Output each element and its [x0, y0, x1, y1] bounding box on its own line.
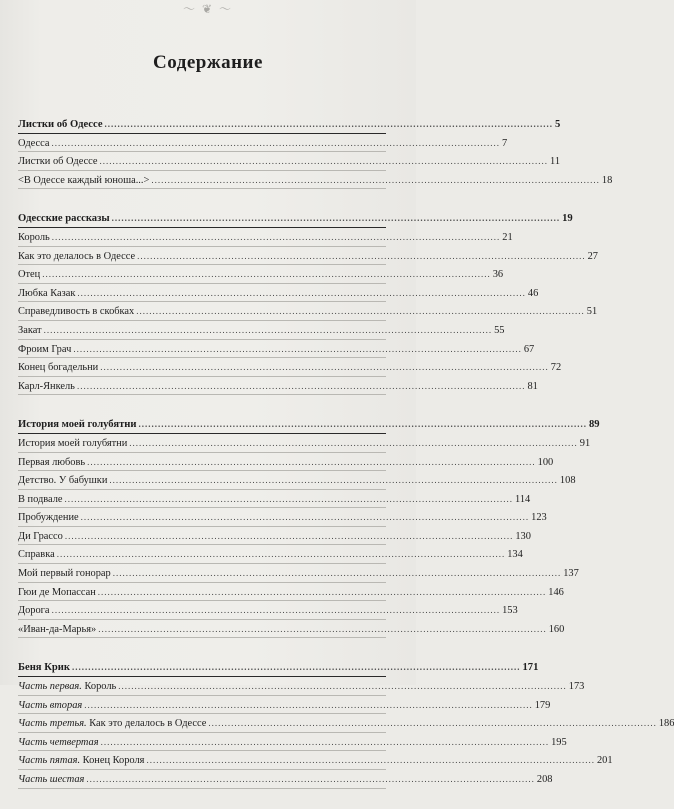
toc-entry: [18, 377, 538, 396]
toc-entry: [18, 601, 518, 620]
toc-part-label: Часть вторая: [18, 699, 83, 711]
toc-part-label: Часть четвертая: [18, 736, 99, 748]
leader-dots: ..........................................................................................................................................: [51, 137, 500, 148]
toc-section: [18, 658, 674, 788]
toc-entry-label: Король: [18, 231, 50, 243]
leader-dots: ..........................................................................................................................................: [151, 174, 600, 185]
leader-dots: ..........................................................................................................................................: [99, 156, 549, 167]
leader-dots: ..........................................................................................................................................: [73, 343, 522, 354]
toc-part-title: Король: [81, 681, 117, 693]
toc-page-number: 100: [537, 456, 554, 468]
toc-page-number: 208: [536, 774, 553, 785]
leader-dots: ..........................................................................................................................................: [104, 119, 554, 129]
toc-entry: [18, 733, 567, 752]
toc-page-number: 7: [502, 137, 508, 149]
page-title: Содержание: [153, 52, 263, 73]
toc-entry: [18, 696, 551, 715]
toc-entry-label: Мой первый гонорар: [18, 568, 111, 580]
leader-dots: ..........................................................................................................................................: [136, 306, 585, 317]
leader-dots: ..........................................................................................................................................: [76, 380, 526, 391]
toc-entry-label-wrap: [18, 771, 84, 790]
toc-page-number: 81: [527, 380, 538, 392]
leader-dots: ..........................................................................................................................................: [71, 662, 521, 673]
leader-dots: ..........................................................................................................................................: [138, 419, 587, 430]
leader-dots: ..........................................................................................................................................: [77, 287, 526, 298]
toc-entry-label: Справка: [18, 549, 55, 561]
leader-dots: ..........................................................................................................................................: [146, 755, 595, 766]
toc-entry-label: Карл-Янкель: [18, 380, 75, 392]
leader-dots: ..........................................................................................................................................: [208, 718, 657, 729]
toc-entry-label: Пробуждение: [18, 512, 79, 524]
toc-section-heading: [18, 115, 561, 134]
toc-page-number: 186: [658, 718, 674, 730]
leader-dots: ..........................................................................................................................................: [64, 493, 514, 504]
toc-entry: [18, 714, 674, 733]
toc-entry: [18, 284, 539, 303]
toc-entry-label: «Иван-да-Марья»: [18, 623, 97, 635]
leader-dots: ..........................................................................................................................................: [42, 269, 491, 280]
toc-entry-label: Справедливость в скобках: [18, 306, 135, 318]
toc-section: [18, 209, 598, 395]
toc-entry-label: Гюи де Мопассан: [18, 586, 96, 598]
toc-entry: [18, 453, 554, 472]
leader-dots: ..........................................................................................................................................: [86, 774, 535, 784]
toc-entry: [18, 152, 561, 171]
toc-page-number: 18: [601, 174, 613, 186]
leader-dots: ..........................................................................................................................................: [100, 362, 549, 373]
table-of-contents: [18, 115, 674, 809]
toc-page-number: 11: [550, 156, 561, 168]
toc-page-number: 5: [555, 119, 561, 130]
toc-page-number: 51: [586, 306, 598, 318]
leader-dots: ..........................................................................................................................................: [97, 586, 547, 597]
toc-entry: [18, 321, 505, 340]
toc-part-title: Конец Короля: [80, 755, 145, 767]
toc-entry: [18, 171, 613, 190]
toc-entry: [18, 545, 523, 564]
toc-entry: [18, 770, 553, 789]
toc-page-number: 108: [559, 475, 576, 487]
toc-page-number: 46: [527, 287, 539, 299]
toc-entry-label: Как это делалось в Одессе: [18, 250, 136, 262]
toc-section: [18, 415, 600, 638]
toc-entry: [18, 490, 531, 509]
toc-entry-label-wrap: [18, 752, 144, 771]
toc-page-number: 89: [589, 419, 600, 431]
leader-dots: ..........................................................................................................................................: [80, 512, 530, 523]
leader-dots: ..........................................................................................................................................: [129, 437, 578, 448]
toc-entry: [18, 358, 562, 377]
toc-entry-label: Любка Казак: [18, 287, 76, 299]
toc-entry: [18, 527, 531, 546]
toc-entry: [18, 620, 565, 639]
toc-entry: [18, 265, 504, 284]
toc-page-number: 55: [494, 324, 505, 336]
toc-page-number: 160: [548, 623, 565, 635]
toc-section-heading: [18, 209, 573, 228]
leader-dots: ..........................................................................................................................................: [84, 699, 533, 710]
toc-entry-label-wrap: [18, 678, 116, 697]
toc-page-number: 179: [534, 699, 551, 711]
toc-section-heading: [18, 658, 539, 677]
toc-heading-label: Одесские рассказы: [18, 213, 110, 225]
toc-entry-label-wrap: [18, 715, 206, 734]
toc-entry-label: Конец богадельни: [18, 362, 99, 374]
leader-dots: ..........................................................................................................................................: [98, 623, 547, 634]
toc-page-number: 201: [596, 755, 613, 767]
toc-entry: [18, 247, 598, 266]
toc-page-number: 123: [531, 512, 547, 524]
toc-entry-label: История моей голубятни: [18, 437, 128, 449]
toc-entry: [18, 508, 547, 527]
toc-entry-label: Одесса: [18, 137, 50, 149]
toc-section: [18, 115, 613, 189]
toc-entry: [18, 340, 535, 359]
toc-part-label: Часть первая.: [18, 681, 82, 693]
toc-entry: [18, 134, 508, 153]
toc-page-number: 130: [515, 530, 531, 542]
toc-page-number: 173: [568, 681, 585, 693]
toc-entry-label: Первая любовь: [18, 456, 86, 468]
leader-dots: ..........................................................................................................................................: [51, 231, 501, 242]
leader-dots: ..........................................................................................................................................: [118, 681, 567, 692]
toc-heading-label: Беня Крик: [18, 662, 70, 674]
toc-entry: [18, 471, 576, 490]
toc-page-number: 72: [550, 362, 562, 374]
toc-entry: [18, 583, 564, 602]
toc-page-number: 195: [551, 736, 567, 748]
toc-entry-label: Фроим Грач: [18, 343, 72, 355]
leader-dots: ..........................................................................................................................................: [56, 549, 506, 560]
toc-page-number: 134: [507, 549, 523, 561]
toc-part-label: Часть шестая: [18, 774, 85, 785]
toc-entry: [18, 302, 598, 321]
toc-page-number: 114: [515, 493, 531, 505]
toc-section-heading: [18, 415, 600, 434]
leader-dots: ..........................................................................................................................................: [51, 605, 501, 616]
toc-page-number: 27: [587, 250, 598, 262]
toc-entry: [18, 751, 613, 770]
toc-part-label: Часть пятая.: [18, 755, 81, 767]
toc-entry: [18, 228, 513, 247]
toc-page-number: 171: [522, 662, 539, 674]
leader-dots: ..........................................................................................................................................: [100, 736, 550, 747]
leader-dots: ..........................................................................................................................................: [137, 250, 586, 261]
toc-part-label: Часть третья.: [18, 718, 87, 730]
toc-heading-label: История моей голубятни: [18, 419, 137, 431]
toc-page-number: 137: [563, 568, 579, 580]
leader-dots: ..........................................................................................................................................: [87, 456, 536, 467]
toc-entry-label: <В Одессе каждый юноша...>: [18, 174, 150, 186]
header-ornament: 〜 ❦ 〜: [182, 2, 234, 16]
toc-entry: [18, 434, 591, 453]
toc-entry-label: Детство. У бабушки: [18, 475, 108, 487]
toc-entry: [18, 564, 579, 583]
toc-entry: [18, 677, 585, 696]
toc-entry-label: Отец: [18, 269, 41, 281]
toc-page-number: 153: [502, 605, 518, 617]
leader-dots: ..........................................................................................................................................: [112, 568, 562, 579]
leader-dots: ..........................................................................................................................................: [43, 324, 493, 335]
toc-page-number: 21: [502, 231, 513, 243]
toc-page-number: 91: [579, 437, 591, 449]
toc-part-title: Как это делалось в Одессе: [86, 718, 207, 730]
leader-dots: ..........................................................................................................................................: [64, 530, 514, 541]
toc-entry-label-wrap: [18, 697, 82, 716]
toc-heading-label: Листки об Одессе: [18, 119, 103, 130]
toc-page-number: 36: [492, 269, 504, 281]
leader-dots: ..........................................................................................................................................: [111, 213, 561, 224]
toc-entry-label: Закат: [18, 324, 42, 336]
leader-dots: ..........................................................................................................................................: [109, 475, 558, 486]
toc-entry-label: В подвале: [18, 493, 63, 505]
toc-entry-label: Листки об Одессе: [18, 156, 98, 168]
toc-entry-label: Дорога: [18, 605, 50, 617]
toc-page-number: 67: [523, 343, 535, 355]
toc-entry-label: Ди Грассо: [18, 530, 63, 542]
toc-page-number: 146: [548, 586, 564, 598]
toc-page-number: 19: [562, 213, 573, 225]
toc-entry-label-wrap: [18, 734, 99, 753]
